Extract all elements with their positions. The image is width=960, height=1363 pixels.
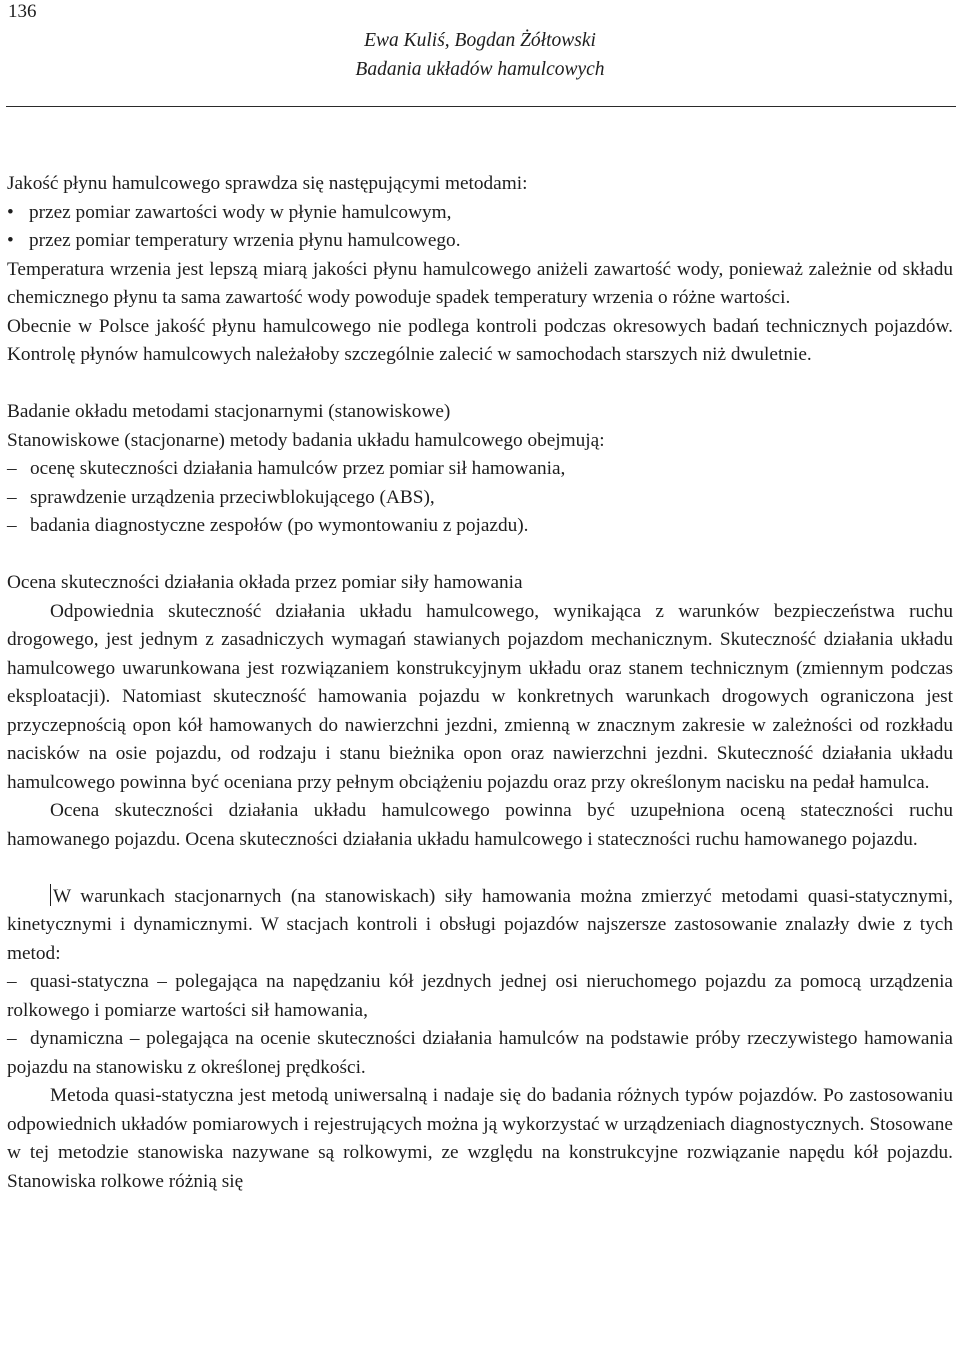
text-cursor-bar [50, 884, 51, 906]
list-item [7, 512, 953, 541]
header-authors: Ewa Kuliś, Bogdan Żółtowski [364, 30, 596, 51]
paragraph-gap [7, 370, 953, 399]
dash-text: ocenę skuteczności działania hamulców przez pomiar sił hamowania, [30, 458, 566, 479]
bullet-text: przez pomiar zawartości wody w płynie hamulcowym, [29, 201, 452, 223]
header-title: Badania układów hamulcowych [355, 59, 605, 80]
dash-mark: – [7, 971, 17, 992]
dash-text: badania diagnostyczne zespołów (po wymontowaniu z pojazdu). [30, 515, 529, 536]
section4-paragraph [7, 883, 953, 969]
header-rule [6, 106, 956, 107]
bullet-list [7, 199, 953, 256]
bullet-mark: • [7, 230, 14, 251]
section4-paragraph: Metoda quasi-statyczna jest metodą uniwersalną i nadaje się do badania różnych typów pojazdów. Po zastosowaniu odpowiednich układów pomiarowych i rejestrujących można ją wykorzystać w urządzeniach diagnostycznych. Stosowane w tej metodzie stanowiska nazywane są rolkowymi, ze względu na konstrukcyjne rozwiązanie napędu kół pojazdu. Stanowiska rolkowe różnią się [7, 1085, 953, 1192]
dash-text: quasi-statyczna – polegająca na napędzaniu kół jezdnych jednej osi nieruchomego pojazdu za pomocą urządzenia rolkowego i pomiarze wartości sił hamowania, [7, 971, 953, 1021]
section3-paragraph: Odpowiednia skuteczność działania układu hamulcowego, wynikająca z warunków bezpieczeństwa ruchu drogowego, jest jednym z zasadniczych wymagań stawianych pojazdom mechanicznym. Skuteczność działania układu hamulcowego uwarunkowana jest rozwiązaniem konstrukcyjnym układu oraz stanem technicznym (zmiennym podczas eksploatacji). Natomiast skuteczność hamowania pojazdu w konkretnych warunkach drogowych ograniczona jest przyczepnością opon kół hamowanych do nawierzchni jezdni, zmienną w znacznym zakresie w zależności od rozkładu nacisków na osie pojazdu, od rodzaju i stanu bieżnika opon oraz nawierzchni jezdni. Skuteczność działania układu hamulcowego powinna być oceniana przy pełnym obciążeniu pojazdu oraz przy określonym nacisku na pedał hamulca. [7, 600, 953, 793]
body-text [7, 170, 953, 1196]
section3-heading: Ocena skuteczności działania okłada przez pomiar siły hamowania [7, 572, 523, 593]
dash-text: dynamiczna – polegająca na ocenie skuteczności działania hamulców na podstawie próby rzeczywistego hamowania pojazdu na stanowisku z określonej prędkości. [7, 1028, 953, 1078]
bullet-mark: • [7, 201, 14, 223]
section4-para1-text: W warunkach stacjonarnych (na stanowiskach) siły hamowania można zmierzyć metodami quasi-statycznymi, kinetycznymi i dynamicznymi. W stacjach kontroli i obsługi pojazdów najszersze zastosowanie znalazły dwie z tych metod: [7, 885, 953, 964]
bullet-text: przez pomiar temperatury wrzenia płynu hamulcowego. [29, 230, 461, 251]
paragraph-gap [7, 541, 953, 570]
page-number: 136 [8, 1, 37, 22]
section2-heading: Badanie okładu metodami stacjonarnymi (stanowiskowe) [7, 401, 451, 422]
dash-list [7, 455, 953, 541]
paragraph-gap [7, 854, 953, 883]
list-item [7, 227, 953, 256]
section1-paragraph: Obecnie w Polsce jakość płynu hamulcowego nie podlega kontroli podczas okresowych badań technicznych pojazdów. Kontrolę płynów hamulcowych należałoby szczególnie zalecić w samochodach starszych niż dwuletnie. [7, 315, 953, 365]
list-item [7, 199, 953, 228]
list-item [7, 968, 953, 1025]
dash-mark: – [7, 515, 17, 536]
section2-intro: Stanowiskowe (stacjonarne) metody badania układu hamulcowego obejmują: [7, 429, 605, 451]
dash-mark: – [7, 458, 17, 479]
list-item [7, 484, 953, 513]
section1-paragraph: Temperatura wrzenia jest lepszą miarą jakości płynu hamulcowego aniżeli zawartość wody, ponieważ zależnie od składu chemicznego płynu ta sama zawartość wody powoduje spadek temperatury wrzenia o różne wartości. [7, 258, 953, 308]
dash-text: sprawdzenie urządzenia przeciwblokującego (ABS), [30, 486, 435, 508]
dash-mark: – [7, 486, 17, 508]
section1-intro: Jakość płynu hamulcowego sprawdza się następującymi metodami: [7, 173, 528, 194]
list-item [7, 455, 953, 484]
list-item [7, 1025, 953, 1082]
dash-mark: – [7, 1028, 17, 1049]
running-header [0, 26, 960, 84]
section3-paragraph: Ocena skuteczności działania układu hamulcowego powinna być uzupełniona oceną stateczności ruchu hamowanego pojazdu. Ocena skuteczności działania układu hamulcowego i stateczności ruchu hamowanego pojazdu. [7, 800, 953, 850]
dash-list [7, 968, 953, 1082]
